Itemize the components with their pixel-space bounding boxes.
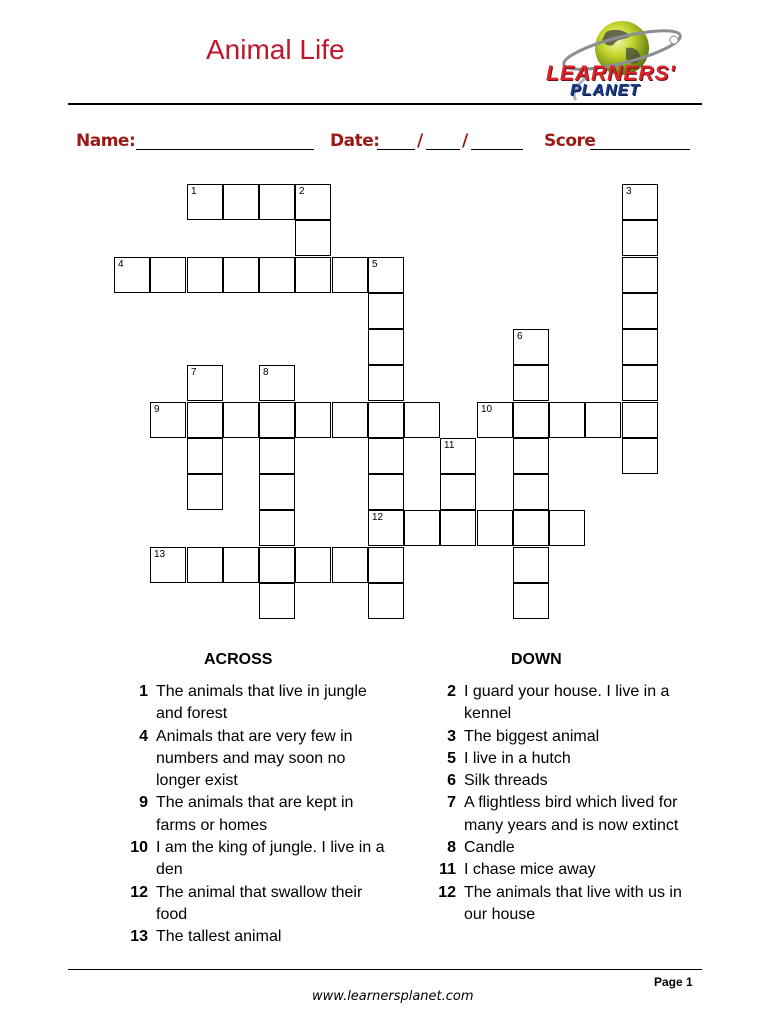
clue-number: 7 [447, 794, 456, 812]
crossword-cell[interactable] [440, 474, 476, 510]
clue-text: Silk threads [464, 772, 548, 790]
across-clue [124, 837, 394, 882]
clue-text: The animals that live in jungle and forest [156, 683, 367, 723]
clue-text: The tallest animal [156, 928, 282, 946]
down-clue [432, 726, 702, 748]
crossword-cell[interactable] [440, 438, 476, 474]
down-clue [432, 882, 702, 927]
clue-number: 9 [154, 404, 160, 415]
clue-text: The animal that swallow their food [156, 883, 363, 923]
clue-number: 7 [191, 367, 197, 378]
crossword-cell[interactable] [332, 547, 368, 583]
across-heading: ACROSS [204, 651, 273, 668]
crossword-cell[interactable] [223, 257, 259, 293]
footer-divider [68, 969, 702, 970]
crossword-cell[interactable] [259, 402, 295, 438]
crossword-cell[interactable] [187, 257, 223, 293]
website-link[interactable]: www.learnersplanet.com [312, 989, 474, 1004]
crossword-cell[interactable] [368, 474, 404, 510]
crossword-cell[interactable] [368, 547, 404, 583]
crossword-cell[interactable] [295, 220, 331, 256]
down-clue [432, 792, 702, 837]
crossword-cell[interactable] [404, 510, 440, 546]
crossword-cell[interactable] [187, 474, 223, 510]
across-clue [124, 792, 394, 837]
crossword-cell[interactable] [150, 402, 186, 438]
crossword-cell[interactable] [622, 365, 658, 401]
crossword-cell[interactable] [513, 365, 549, 401]
clue-text: The animals that live with us in our house [464, 883, 682, 923]
clue-number: 3 [447, 727, 456, 745]
crossword-cell[interactable] [513, 547, 549, 583]
clue-text: Animals that are very few in numbers and may soon no longer exist [156, 727, 353, 790]
crossword-cell[interactable] [114, 257, 150, 293]
crossword-cell[interactable] [150, 257, 186, 293]
across-clue [124, 926, 394, 948]
crossword-cell[interactable] [622, 402, 658, 438]
across-clues [124, 681, 394, 949]
clue-text: I guard your house. I live in a kennel [464, 683, 670, 723]
crossword-cell[interactable] [549, 510, 585, 546]
crossword-cell[interactable] [368, 293, 404, 329]
clue-text: Candle [464, 839, 515, 857]
across-clue [124, 882, 394, 927]
clue-number: 4 [139, 727, 148, 745]
clue-number: 13 [130, 928, 148, 946]
crossword-cell[interactable] [440, 510, 476, 546]
crossword-cell[interactable] [259, 184, 295, 220]
crossword-cell[interactable] [477, 402, 513, 438]
clue-number: 11 [444, 440, 455, 451]
clue-number: 5 [372, 259, 378, 270]
down-clues [432, 681, 702, 926]
clue-number: 12 [130, 883, 148, 901]
clue-text: The biggest animal [464, 727, 600, 745]
crossword-cell[interactable] [259, 257, 295, 293]
crossword-cell[interactable] [622, 438, 658, 474]
down-heading: DOWN [511, 651, 562, 668]
down-clue [432, 770, 702, 792]
crossword-cell[interactable] [368, 365, 404, 401]
clue-text: A flightless bird which lived for many years and is now extinct [464, 794, 679, 834]
crossword-cell[interactable] [223, 184, 259, 220]
clue-text: The animals that are kept in farms or homes [156, 794, 354, 834]
crossword-cell[interactable] [513, 510, 549, 546]
clue-number: 3 [626, 186, 632, 197]
crossword-cell[interactable] [622, 257, 658, 293]
clue-text: I chase mice away [464, 861, 596, 879]
crossword-cell[interactable] [513, 402, 549, 438]
crossword-cell[interactable] [223, 402, 259, 438]
name-label: Name: [76, 131, 136, 151]
crossword-cell[interactable] [295, 257, 331, 293]
date-separator: / [417, 131, 423, 151]
clue-number: 8 [447, 839, 456, 857]
crossword-cell[interactable] [368, 402, 404, 438]
clue-number: 5 [447, 749, 456, 767]
down-clue [432, 681, 702, 726]
crossword-cell[interactable] [295, 184, 331, 220]
clue-number: 8 [263, 367, 269, 378]
crossword-cell[interactable] [368, 329, 404, 365]
clue-number: 2 [299, 186, 305, 197]
crossword-cell[interactable] [259, 510, 295, 546]
clue-number: 12 [372, 512, 384, 523]
crossword-cell[interactable] [368, 257, 404, 293]
clue-number: 10 [130, 839, 148, 857]
crossword-cell[interactable] [332, 257, 368, 293]
logo-text-learners: LEARNERS' [546, 62, 676, 85]
clue-number: 1 [139, 683, 148, 700]
clue-number: 6 [447, 772, 456, 790]
clue-number: 4 [118, 259, 124, 270]
clue-number: 9 [139, 794, 148, 812]
crossword-cell[interactable] [622, 220, 658, 256]
crossword-cell[interactable] [513, 583, 549, 619]
across-clue [124, 726, 394, 793]
crossword-cell[interactable] [150, 547, 186, 583]
clue-number: 10 [481, 404, 493, 415]
crossword-cell[interactable] [187, 547, 223, 583]
clue-number: 13 [154, 549, 166, 560]
crossword-cell[interactable] [259, 474, 295, 510]
crossword-cell[interactable] [259, 438, 295, 474]
logo-text-planet: PLANET [570, 82, 640, 99]
crossword-cell[interactable] [259, 583, 295, 619]
crossword-cell[interactable] [259, 547, 295, 583]
clue-number: 1 [191, 186, 197, 197]
crossword-cell[interactable] [223, 547, 259, 583]
down-clue [432, 748, 702, 770]
crossword-cell[interactable] [404, 402, 440, 438]
clue-number: 2 [447, 683, 456, 700]
down-clue [432, 859, 702, 881]
crossword-cell[interactable] [549, 402, 585, 438]
clue-text: I am the king of jungle. I live in a den [156, 839, 385, 879]
crossword-cell[interactable] [622, 329, 658, 365]
clue-number: 12 [438, 883, 456, 901]
crossword-cell[interactable] [295, 402, 331, 438]
crossword-cell[interactable] [513, 329, 549, 365]
crossword-cell[interactable] [622, 184, 658, 220]
crossword-cell[interactable] [477, 510, 513, 546]
page-number: Page 1 [654, 975, 693, 989]
crossword-cell[interactable] [187, 365, 223, 401]
crossword-cell[interactable] [332, 402, 368, 438]
score-label: Score [544, 131, 596, 151]
crossword-cell[interactable] [187, 438, 223, 474]
date-label: Date: [330, 131, 380, 151]
crossword-cell[interactable] [513, 474, 549, 510]
crossword-cell[interactable] [622, 293, 658, 329]
crossword-cell[interactable] [187, 184, 223, 220]
crossword-cell[interactable] [368, 583, 404, 619]
page-title: Animal Life [206, 34, 345, 65]
date-separator: / [462, 131, 468, 151]
crossword-cell[interactable] [368, 438, 404, 474]
clue-text: I live in a hutch [464, 749, 571, 767]
crossword-cell[interactable] [368, 510, 404, 546]
crossword-cell[interactable] [295, 547, 331, 583]
down-clue [432, 837, 702, 859]
crossword-cell[interactable] [187, 402, 223, 438]
across-clue [124, 681, 394, 726]
crossword-cell[interactable] [259, 365, 295, 401]
crossword-cell[interactable] [513, 438, 549, 474]
clue-number: 6 [517, 331, 523, 342]
crossword-cell[interactable] [585, 402, 621, 438]
clue-number: 11 [439, 861, 456, 879]
